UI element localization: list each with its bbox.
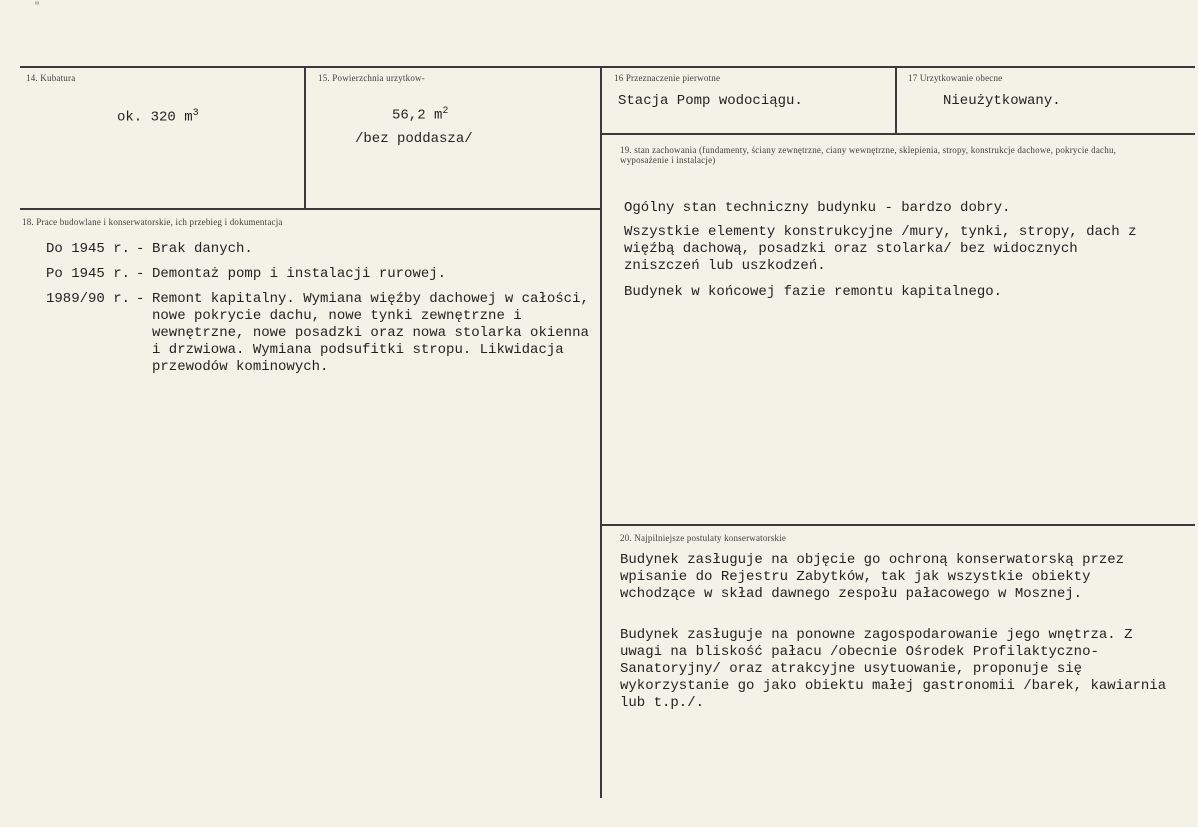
field-19-para-3: Budynek w końcowej fazie remontu kapitalnego. — [624, 284, 1003, 300]
field-20-para-2: Budynek zasługuje na ponowne zagospodarowanie jego wnętrza. Z uwagi na bliskość pałacu /obecnie Ośrodek Profilaktyczno- Sanatoryjny/ oraz atrakcyjne usytuowanie, proponuje się wykorzystanie go jako obiektu małej gastronomii /barek, kawiarnia lub t.p./. — [620, 627, 1167, 711]
cubature-unit-exponent: 3 — [192, 108, 199, 119]
main-divider — [600, 66, 602, 798]
field-15-note: /bez poddasza/ — [355, 131, 473, 147]
field-15-value — [392, 106, 448, 124]
history-entry — [45, 291, 600, 376]
area-value: 56,2 m — [392, 107, 443, 124]
history-entry — [45, 241, 600, 258]
rule-under-16-17 — [601, 133, 1195, 135]
cubature-value: ok. 320 m — [117, 109, 193, 126]
field-19-para-1: Ogólny stan techniczny budynku - bardzo dobry. — [624, 200, 1011, 216]
top-rule — [20, 66, 1195, 68]
history-text: Remont kapitalny. Wymiana więźby dachowej w całości, nowe pokrycie dachu, nowe tynki zewnętrzne i wewnętrzne, nowe posadzki oraz nowa stolarka okienna i drzwiowa. Wymiana podsufitki stropu. Likwidacja przewodów kominowych. — [152, 291, 589, 375]
divider-16-17 — [895, 66, 897, 133]
history-entry — [45, 266, 600, 283]
history-dash: - — [136, 241, 145, 257]
history-text: Demontaż pomp i instalacji rurowej. — [152, 266, 447, 282]
field-16-value: Stacja Pomp wodociągu. — [618, 93, 803, 109]
divider-14-15 — [304, 66, 306, 208]
history-year: 1989/90 r. — [45, 291, 130, 307]
field-20-para-1: Budynek zasługuje na objęcie go ochroną konserwatorską przez wpisanie do Rejestru Zabytków, tak jak wszystkie obiekty wchodzące w skład dawnego zespołu pałacowego w Mosznej. — [620, 552, 1125, 602]
field-20-label: 20. Najpilniejsze postulaty konserwatorskie — [620, 533, 787, 543]
field-17-value: Nieużytkowany. — [943, 93, 1061, 109]
area-unit-exponent: 2 — [442, 106, 449, 117]
rule-above-18 — [20, 208, 602, 210]
field-14-value — [117, 108, 199, 126]
field-15-label: 15. Powierzchnia urzytkow- — [318, 73, 425, 83]
history-dash: - — [136, 266, 145, 282]
field-14-label: 14. Kubatura — [26, 73, 76, 83]
rule-above-20 — [601, 524, 1195, 526]
history-text: Brak danych. — [152, 241, 253, 257]
field-19-label: 19. stan zachowania (fundamenty, ściany zewnętrzne, ciany wewnętrzne, sklepienia, stropy, konstrukcje dachowe, pokrycie dachu, wyposażenie i instalacje) — [620, 145, 1117, 165]
field-19-para-2: Wszystkie elementy konstrukcyjne /mury, tynki, stropy, dach z więźbą dachową, posadzki oraz stolarka/ bez widocznych zniszczeń lub uszkodzeń. — [624, 224, 1137, 274]
corner-mark: " — [34, 2, 41, 13]
field-18-label: 18. Prace budowlane i konserwatorskie, ich przebieg i dokumentacja — [22, 217, 283, 227]
history-year: Po 1945 r. — [45, 266, 130, 282]
field-16-label: 16 Przeznaczenie pierwotne — [614, 73, 721, 83]
history-year: Do 1945 r. — [45, 241, 130, 257]
field-18-entries — [45, 241, 600, 376]
field-17-label: 17 Urzytkowanie obecne — [908, 73, 1003, 83]
history-dash: - — [136, 291, 145, 307]
